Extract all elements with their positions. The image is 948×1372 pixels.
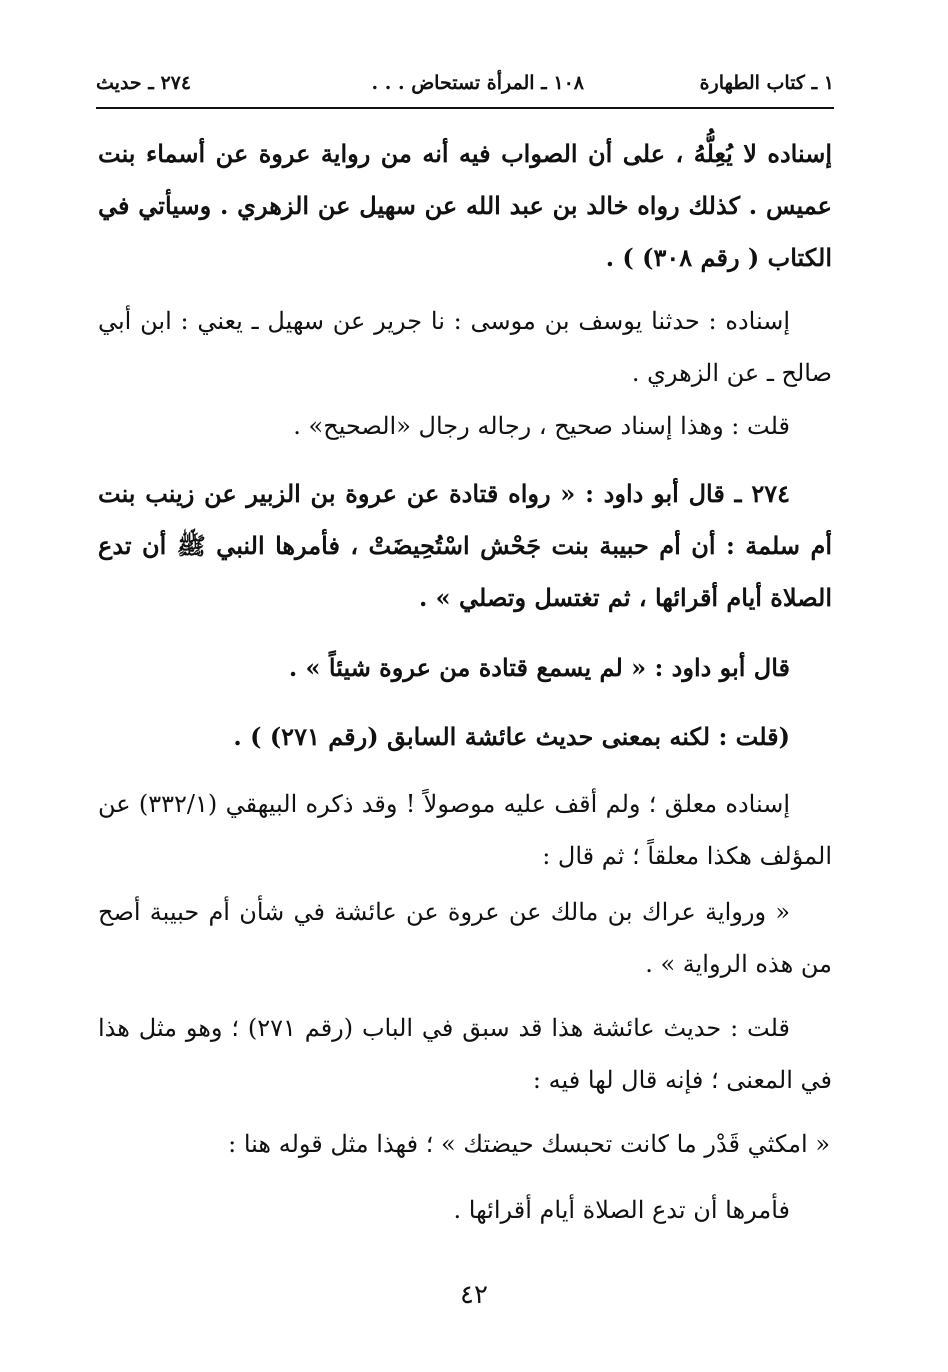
paragraph-isnad-note: إسناده لا يُعِلُّهُ ، على أن الصواب فيه أنه من رواية عروة عن أسماء بنت عميس . كذلك رواه خالد بن عبد الله عن سهيل عن الزهري . وسيأتي في الكتاب ( رقم ٣٠٨) ) . — [98, 139, 832, 272]
page-number: ٤٢ — [460, 1280, 488, 1310]
paragraph-isnad-chain: إسناده : حدثنا يوسف بن موسى : نا جرير عن سهيل ـ يعني : ابن أبي صالح ـ عن الزهري . — [98, 307, 832, 387]
running-header — [96, 72, 834, 106]
paragraph-hadith-274: ٢٧٤ ـ قال أبو داود : « رواه قتادة عن عروة بن الزبير عن زينب بنت أم سلمة : أن أم حبيبة بنت جَحْش اسْتُحِيضَتْ ، فأمرها النبي ﷺ أن تدع الصلاة أيام أقرائها ، ثم تغتسل وتصلي » . — [98, 479, 832, 612]
header-chapter-title: ١٠٨ ـ المرأة تستحاض . . . — [371, 72, 584, 94]
header-book-title: ١ ـ كتاب الطهارة — [699, 72, 834, 94]
paragraph-abu-dawud-comment: قال أبو داود : « لم يسمع قتادة من عروة شيئاً » . — [288, 653, 790, 682]
paragraph-editor-note: (قلت : لكنه بمعنى حديث عائشة السابق (رقم ٢٧١) ) . — [233, 722, 790, 751]
paragraph-quote-imkuthi: « امكثي قَدْر ما كانت تحبسك حيضتك » ؛ فهذا مثل قوله هنا : — [228, 1130, 830, 1158]
header-hadith-number: ٢٧٤ ـ حديث — [96, 72, 192, 94]
paragraph-command-quote: فأمرها أن تدع الصلاة أيام أقرائها . — [453, 1196, 790, 1224]
paragraph-bayhaqi-quote: « ورواية عراك بن مالك عن عروة عن عائشة في شأن أم حبيبة أصح من هذه الرواية » . — [98, 898, 832, 978]
paragraph-aisha-hadith-note: قلت : حديث عائشة هذا قد سبق في الباب (رقم ٢٧١) ؛ وهو مثل هذا في المعنى ؛ فإنه قال لها فيه : — [98, 1014, 832, 1094]
paragraph-authenticity-note: قلت : وهذا إسناد صحيح ، رجاله رجال «الصحيح» . — [293, 412, 790, 440]
header-divider — [96, 107, 834, 109]
paragraph-isnad-muallaq: إسناده معلق ؛ ولم أقف عليه موصولاً ! وقد ذكره البيهقي (٣٣٢/١) عن المؤلف هكذا معلقاً ؛ ثم قال : — [98, 790, 832, 870]
